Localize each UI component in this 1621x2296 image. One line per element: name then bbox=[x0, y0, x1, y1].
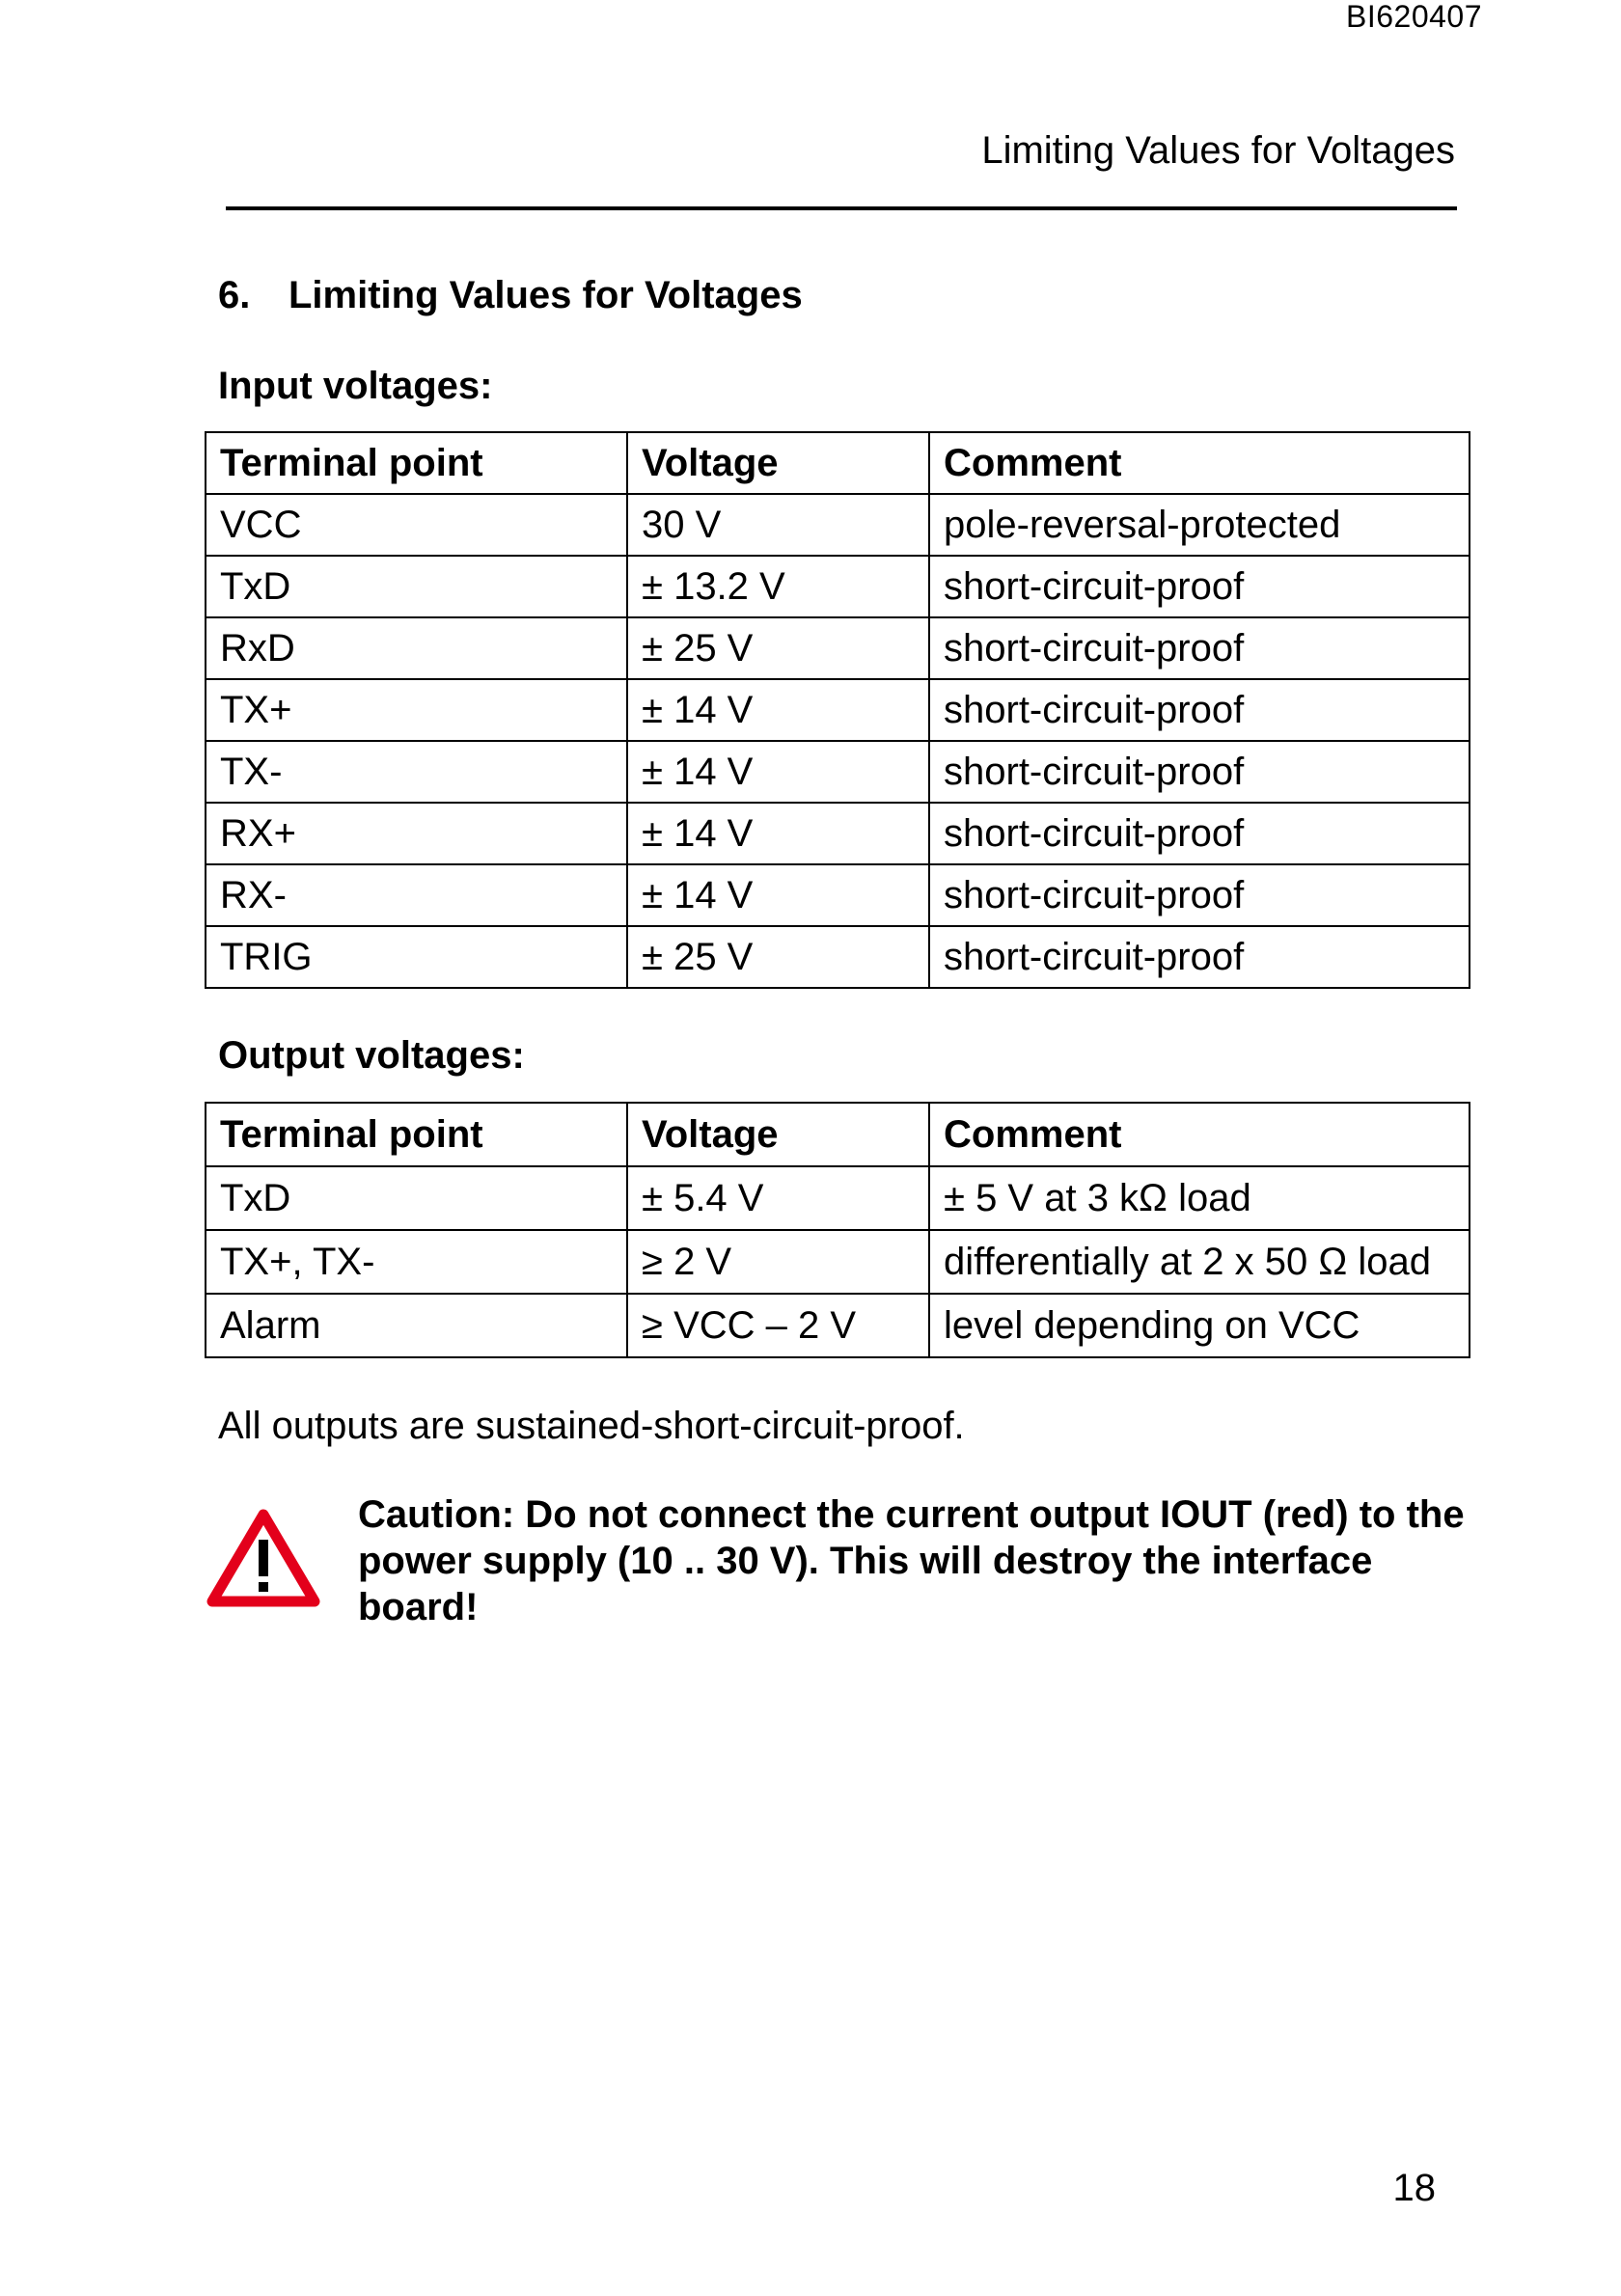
comment-cell: ± 5 V at 3 kΩ load bbox=[929, 1166, 1470, 1230]
terminal-point-cell: TRIG bbox=[206, 926, 627, 988]
table-row bbox=[206, 494, 1470, 556]
voltage-cell: ≥ 2 V bbox=[627, 1230, 929, 1294]
column-header-voltage: Voltage bbox=[627, 432, 929, 494]
voltage-cell: ≥ VCC – 2 V bbox=[627, 1294, 929, 1357]
table-header-row bbox=[206, 1103, 1470, 1166]
output-voltages-heading: Output voltages: bbox=[218, 1034, 525, 1077]
voltage-cell: ± 25 V bbox=[627, 617, 929, 679]
terminal-point-cell: RX+ bbox=[206, 803, 627, 864]
comment-cell: short-circuit-proof bbox=[929, 617, 1470, 679]
section-heading bbox=[218, 272, 803, 318]
page-number: 18 bbox=[1392, 2167, 1436, 2209]
running-header: Limiting Values for Voltages bbox=[981, 129, 1455, 172]
voltage-cell: 30 V bbox=[627, 494, 929, 556]
section-number: 6. bbox=[218, 274, 251, 316]
terminal-point-cell: RX- bbox=[206, 864, 627, 926]
outputs-note: All outputs are sustained-short-circuit-proof. bbox=[218, 1405, 965, 1447]
warning-triangle-icon bbox=[206, 1507, 320, 1609]
comment-cell: short-circuit-proof bbox=[929, 864, 1470, 926]
comment-cell: short-circuit-proof bbox=[929, 926, 1470, 988]
table-row bbox=[206, 556, 1470, 617]
voltage-cell: ± 14 V bbox=[627, 864, 929, 926]
table-row bbox=[206, 679, 1470, 741]
table-row bbox=[206, 926, 1470, 988]
comment-cell: short-circuit-proof bbox=[929, 556, 1470, 617]
header-divider bbox=[226, 206, 1457, 210]
table-row bbox=[206, 617, 1470, 679]
column-header-voltage: Voltage bbox=[627, 1103, 929, 1166]
table-row bbox=[206, 1294, 1470, 1357]
comment-cell: differentially at 2 x 50 Ω load bbox=[929, 1230, 1470, 1294]
comment-cell: pole-reversal-protected bbox=[929, 494, 1470, 556]
terminal-point-cell: Alarm bbox=[206, 1294, 627, 1357]
table-row bbox=[206, 741, 1470, 803]
input-voltages-heading: Input voltages: bbox=[218, 365, 493, 407]
table-row bbox=[206, 803, 1470, 864]
terminal-point-cell: TX- bbox=[206, 741, 627, 803]
terminal-point-cell: TxD bbox=[206, 1166, 627, 1230]
input-voltages-table bbox=[205, 431, 1470, 989]
column-header-terminal-point: Terminal point bbox=[206, 1103, 627, 1166]
table-row bbox=[206, 864, 1470, 926]
terminal-point-cell: TX+, TX- bbox=[206, 1230, 627, 1294]
comment-cell: level depending on VCC bbox=[929, 1294, 1470, 1357]
comment-cell: short-circuit-proof bbox=[929, 679, 1470, 741]
voltage-cell: ± 14 V bbox=[627, 803, 929, 864]
output-voltages-table bbox=[205, 1102, 1470, 1358]
voltage-cell: ± 25 V bbox=[627, 926, 929, 988]
document-id: BI620407 bbox=[1345, 0, 1482, 34]
voltage-cell: ± 14 V bbox=[627, 679, 929, 741]
table-row bbox=[206, 1230, 1470, 1294]
terminal-point-cell: RxD bbox=[206, 617, 627, 679]
terminal-point-cell: TxD bbox=[206, 556, 627, 617]
column-header-comment: Comment bbox=[929, 432, 1470, 494]
voltage-cell: ± 5.4 V bbox=[627, 1166, 929, 1230]
table-header-row bbox=[206, 432, 1470, 494]
voltage-cell: ± 13.2 V bbox=[627, 556, 929, 617]
terminal-point-cell: TX+ bbox=[206, 679, 627, 741]
column-header-terminal-point: Terminal point bbox=[206, 432, 627, 494]
comment-cell: short-circuit-proof bbox=[929, 741, 1470, 803]
section-title: Limiting Values for Voltages bbox=[288, 274, 803, 316]
voltage-cell: ± 14 V bbox=[627, 741, 929, 803]
caution-text: Caution: Do not connect the current output IOUT (red) to the power supply (10 .. 30 V). This will destroy the interface board! bbox=[358, 1493, 1465, 1628]
column-header-comment: Comment bbox=[929, 1103, 1470, 1166]
comment-cell: short-circuit-proof bbox=[929, 803, 1470, 864]
exclamation-dot bbox=[259, 1582, 268, 1592]
table-row bbox=[206, 1166, 1470, 1230]
terminal-point-cell: VCC bbox=[206, 494, 627, 556]
exclamation-stem bbox=[259, 1540, 268, 1576]
